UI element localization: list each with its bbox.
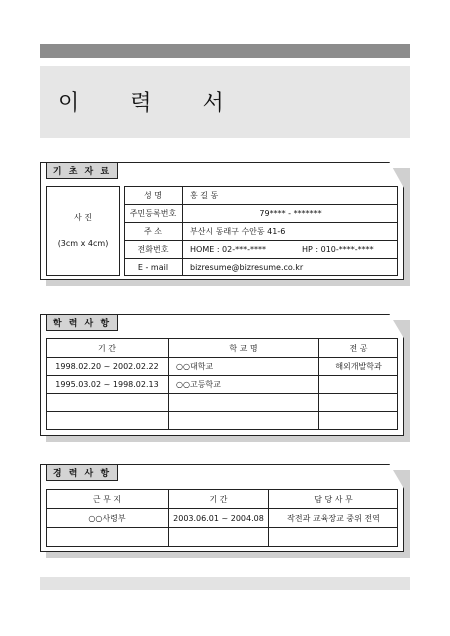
edu-row-1-major: 해외개발학과 (335, 362, 382, 371)
edu-row-2-major (319, 376, 398, 393)
id-label: 주민등록번호 (129, 209, 177, 218)
career-header-period: 기 간 (209, 494, 228, 504)
phone-home-value: HOME : 02-***-**** (190, 245, 267, 254)
id-value: 79**** - ******* (259, 209, 322, 218)
name-label: 성 명 (144, 191, 162, 200)
photo-box (46, 186, 120, 276)
edu-row-1-school: ○○대학교 (176, 362, 214, 371)
name-value: 홍 길 동 (190, 191, 219, 200)
edu-header-period: 기 간 (98, 343, 116, 353)
career-header-duty: 담 당 사 무 (314, 494, 353, 504)
education-tab: 학 력 사 항 (46, 314, 118, 331)
email-label: E - mail (137, 263, 169, 272)
career-row-1-workplace: ○○사령부 (88, 513, 126, 523)
photo-label: 사 진 (74, 212, 92, 222)
career-row-1-duty: 작전과 교육장교 중위 전역 (287, 513, 380, 523)
edu-header-major: 전 공 (349, 343, 368, 353)
phone-mobile-value: HP : 010-****-**** (302, 245, 374, 254)
career-row-1-period: 2003.06.01 ~ 2004.08 (173, 513, 264, 523)
edu-row-1-period: 1998.02.20 ~ 2002.02.22 (55, 362, 159, 371)
edu-row-2-school: ○○고등학교 (176, 380, 221, 389)
career-tab: 경 력 사 항 (46, 464, 118, 481)
edu-header-school: 학 교 명 (229, 343, 258, 353)
top-bar (40, 44, 410, 58)
address-value: 부산시 동래구 수안동 41-6 (190, 227, 286, 236)
career-header-workplace: 근 무 지 (92, 494, 122, 504)
email-value: bizresume@bizresume.co.kr (190, 263, 304, 272)
address-label: 주 소 (144, 227, 162, 236)
basic-info-tab: 기 초 자 료 (46, 162, 118, 179)
edu-row-2-period: 1995.03.02 ~ 1998.02.13 (55, 380, 159, 389)
photo-size: (3cm x 4cm) (57, 238, 109, 248)
phone-label: 전화번호 (137, 245, 169, 254)
bottom-bar (40, 577, 410, 590)
page-title: 이 력 서 (58, 91, 246, 116)
